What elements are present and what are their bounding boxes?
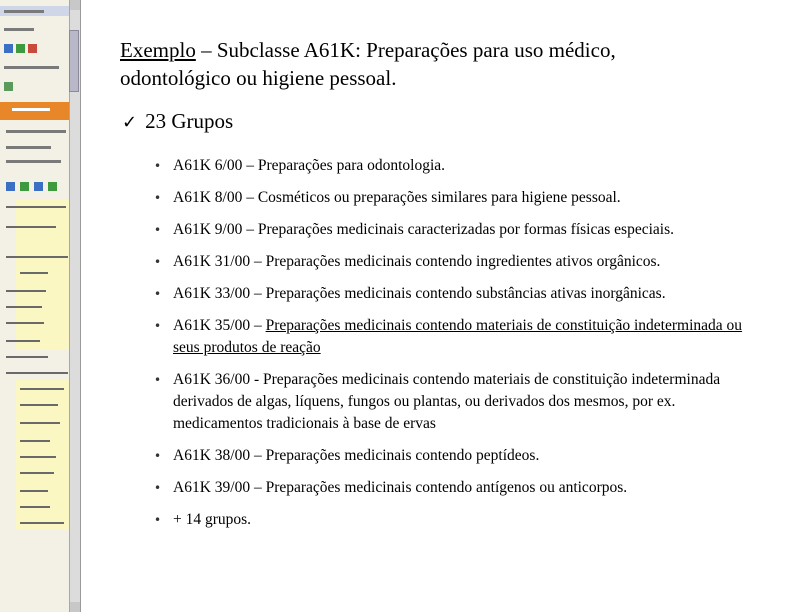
separator: – xyxy=(250,317,266,334)
tree-row-line xyxy=(6,306,42,308)
tree-row-line xyxy=(20,490,48,492)
checkmark-icon: ✓ xyxy=(122,112,138,133)
group-code: A61K 8/00 xyxy=(173,189,243,206)
tree-row-line xyxy=(20,472,54,474)
tree-row-line xyxy=(6,322,44,324)
list-item xyxy=(154,445,764,467)
header-text-line xyxy=(6,160,61,163)
separator: – xyxy=(242,189,258,206)
bullet-icon: • xyxy=(154,191,162,205)
group-description: Preparações para odontologia. xyxy=(257,157,446,174)
separator: – xyxy=(242,157,258,174)
toolbar-icon xyxy=(4,44,13,53)
separator: – xyxy=(242,221,258,238)
group-description: Preparações medicinais contendo ingredientes ativos orgânicos. xyxy=(265,253,661,270)
tree-row-line xyxy=(6,372,68,374)
bullet-icon: • xyxy=(154,159,162,173)
separator: – xyxy=(250,479,266,496)
header-text-line xyxy=(6,130,66,133)
tree-row-line xyxy=(20,422,60,424)
tab-text-line xyxy=(12,108,50,111)
toolbar-text-line xyxy=(4,28,34,31)
tree-row-line xyxy=(20,404,58,406)
bullet-icon: • xyxy=(154,481,162,495)
scroll-down-arrow[interactable] xyxy=(70,602,80,612)
separator: - xyxy=(250,371,263,388)
tree-icon xyxy=(4,82,13,91)
tree-row-line xyxy=(20,272,48,274)
bullet-icon: • xyxy=(154,319,162,333)
separator: – xyxy=(250,447,266,464)
group-code: A61K 38/00 xyxy=(173,447,251,464)
tree-row-line xyxy=(20,506,50,508)
toolbar-icon xyxy=(16,44,25,53)
bullet-icon: • xyxy=(154,513,162,527)
group-description: Preparações medicinais contendo materiais de constituição indeterminada derivados de algas, líquens, fungos ou plantas, ou derivados dos mesmos, por ex. medicamentos tradicionais à base de ervas xyxy=(173,371,721,432)
separator: – xyxy=(250,285,266,302)
vertical-scrollbar[interactable] xyxy=(69,0,80,612)
separator: – xyxy=(250,253,266,270)
action-icon xyxy=(6,182,15,191)
scroll-thumb[interactable] xyxy=(69,30,79,92)
list-item xyxy=(154,251,764,273)
bullet-icon: • xyxy=(154,255,162,269)
title-exemplo: Exemplo xyxy=(120,38,196,62)
group-description: Preparações medicinais contendo peptídeos. xyxy=(265,447,540,464)
title-subclass: – Subclasse A61K: Preparações para uso médico, xyxy=(195,38,616,62)
group-code: A61K 6/00 xyxy=(173,157,243,174)
classification-browser-strip xyxy=(0,0,81,612)
list-item xyxy=(154,187,764,209)
group-code: A61K 33/00 xyxy=(173,285,251,302)
action-icon xyxy=(48,182,57,191)
bullet-icon: • xyxy=(154,449,162,463)
groups-heading xyxy=(122,108,233,136)
tree-row-line xyxy=(20,388,64,390)
group-description: Preparações medicinais contendo substâncias ativas inorgânicas. xyxy=(265,285,666,302)
bullet-icon: • xyxy=(154,373,162,387)
tree-row-line xyxy=(20,522,64,524)
bullet-icon: • xyxy=(154,223,162,237)
toolbar-icon xyxy=(28,44,37,53)
toolbar-text-line xyxy=(4,10,44,13)
action-icon xyxy=(20,182,29,191)
slide-title xyxy=(120,36,770,92)
tree-row-line xyxy=(6,290,46,292)
group-description: Cosméticos ou preparações similares para higiene pessoal. xyxy=(257,189,621,206)
group-description: Preparações medicinais contendo antígenos ou anticorpos. xyxy=(265,479,628,496)
list-item xyxy=(154,283,764,305)
tree-row-line xyxy=(6,340,40,342)
group-code: + 14 grupos. xyxy=(173,511,252,528)
tree-row-line xyxy=(20,440,50,442)
action-icon xyxy=(34,182,43,191)
list-item xyxy=(154,509,764,531)
header-text-line xyxy=(6,146,51,149)
group-list xyxy=(154,155,764,541)
group-code: A61K 9/00 xyxy=(173,221,243,238)
group-code: A61K 35/00 xyxy=(173,317,251,334)
scroll-up-arrow[interactable] xyxy=(70,0,80,10)
address-text-line xyxy=(4,66,59,69)
list-item xyxy=(154,155,764,177)
group-code: A61K 31/00 xyxy=(173,253,251,270)
tree-row-line xyxy=(20,456,56,458)
bullet-icon: • xyxy=(154,287,162,301)
tree-row-line xyxy=(6,356,48,358)
list-item xyxy=(154,315,764,359)
group-description: Preparações medicinais contendo materiais de constituição indeterminada ou seus produtos de reação xyxy=(173,317,743,356)
list-item xyxy=(154,369,764,435)
highlight-block xyxy=(16,200,70,350)
tree-row-line xyxy=(6,206,66,208)
orange-tab-bar xyxy=(0,102,70,120)
group-description: Preparações medicinais caracterizadas por formas físicas especiais. xyxy=(257,221,674,238)
tree-row-line xyxy=(6,256,68,258)
list-item xyxy=(154,477,764,499)
group-code: A61K 36/00 xyxy=(173,371,251,388)
title-line2: odontológico ou higiene pessoal. xyxy=(120,66,397,90)
tree-row-line xyxy=(6,226,56,228)
list-item xyxy=(154,219,764,241)
groups-heading-text: 23 Grupos xyxy=(145,109,234,133)
group-code: A61K 39/00 xyxy=(173,479,251,496)
